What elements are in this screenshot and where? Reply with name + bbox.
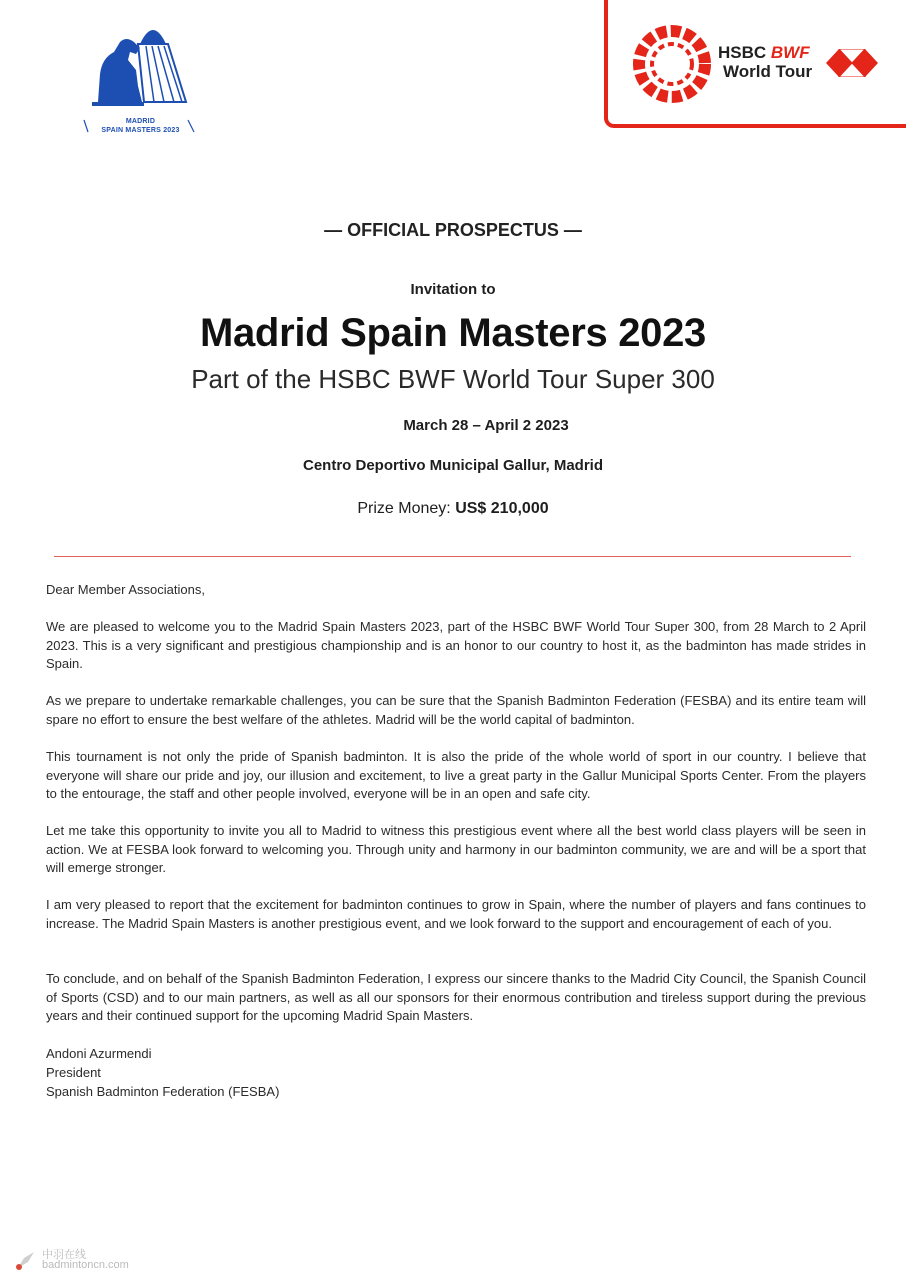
- paragraph-text: I am very pleased to report that the excitement for badminton continues to grow in Spain, where the number of players and fans continues to increase. The Madrid Spain Masters is another prestigious event, and we look forward to the support and encouragement of each of you.: [46, 897, 866, 931]
- prize-money: [0, 500, 906, 518]
- letter-salutation: [46, 581, 866, 600]
- page-title: Madrid Spain Masters 2023: [199, 311, 707, 355]
- paragraph-text: We are pleased to welcome you to the Madrid Spain Masters 2023, part of the HSBC BWF World Tour Super 300, from 28 March to 2 April 2023. This is a very significant and prestigious championship and is an honor to our country to host it, as the badminton has made strides in Spain.: [46, 619, 866, 672]
- paragraph-text: This tournament is not only the pride of Spanish badminton. It is also the pride of the whole world of sport in our country. I believe that everyone will share our pride and joy, our illusion and excitement, to live a great party in the Gallur Municipal Sports Center. From the players to the entourage, the staff and other people involved, everyone will be in an open and safe city.: [46, 749, 866, 802]
- letter-paragraph: [46, 748, 866, 804]
- shuttlecock-icon: [14, 1248, 38, 1272]
- prospectus-heading: — OFFICIAL PROSPECTUS —: [324, 220, 582, 240]
- event-dates: March 28 – April 2 2023: [403, 417, 569, 434]
- letter-paragraph: [46, 896, 866, 933]
- salutation-text: Dear Member Associations,: [46, 582, 205, 597]
- signature-block: [46, 1044, 279, 1101]
- tour-brand-bwf: BWF: [770, 43, 810, 62]
- paragraph-text: To conclude, and on behalf of the Spanish Badminton Federation, I express our sincere thanks to the Madrid City Council, the Spanish Council of Sports (CSD) and to our main partners, as well as all our sponsors for their enormous contribution and tireless support during the previous years and their continued support for the upcoming Madrid Spain Masters.: [46, 971, 866, 1024]
- bwf-wheel-icon: [632, 24, 712, 104]
- hsbc-hexagon-icon: [826, 49, 878, 77]
- signature-organization: Spanish Badminton Federation (FESBA): [46, 1084, 280, 1099]
- signature-title: President: [46, 1065, 101, 1080]
- prize-label: Prize Money:: [357, 500, 451, 517]
- invitation-heading: Invitation to: [410, 281, 496, 298]
- letter-paragraph: [46, 970, 866, 1026]
- divider-line: [54, 556, 851, 557]
- signature-name: Andoni Azurmendi: [46, 1046, 152, 1061]
- tour-logo: [630, 24, 890, 104]
- letter-paragraph: [46, 692, 866, 729]
- tour-brand-hsbc: HSBC: [718, 43, 767, 62]
- letter-paragraph: [46, 618, 866, 674]
- paragraph-text: Let me take this opportunity to invite you all to Madrid to witness this prestigious event where all the best world class players will be seen in action. We at FESBA look forward to welcoming you. Through unity and harmony in our badminton community, we are and will be a sport that will emerge stronger.: [46, 823, 866, 876]
- watermark-cn: 中羽在线: [42, 1249, 86, 1261]
- logo-text-line1: MADRID: [125, 118, 156, 125]
- tour-name: World Tour: [723, 62, 813, 81]
- page-subtitle: Part of the HSBC BWF World Tour Super 300: [191, 364, 715, 394]
- watermark-url: badmintoncn.com: [42, 1259, 129, 1271]
- letter-paragraph: [46, 822, 866, 878]
- paragraph-text: As we prepare to undertake remarkable challenges, you can be sure that the Spanish Badminton Federation (FESBA) and its entire team will spare no effort to ensure the best welfare of the athletes. Madrid will be the world capital of badminton.: [46, 693, 866, 727]
- watermark: [14, 1246, 174, 1274]
- prize-amount: US$ 210,000: [455, 500, 549, 517]
- event-venue: Centro Deportivo Municipal Gallur, Madrid: [302, 457, 604, 474]
- logo-text-line2: SPAIN MASTERS 2023: [101, 127, 180, 134]
- tour-brand: [718, 44, 810, 62]
- event-logo: [78, 14, 203, 139]
